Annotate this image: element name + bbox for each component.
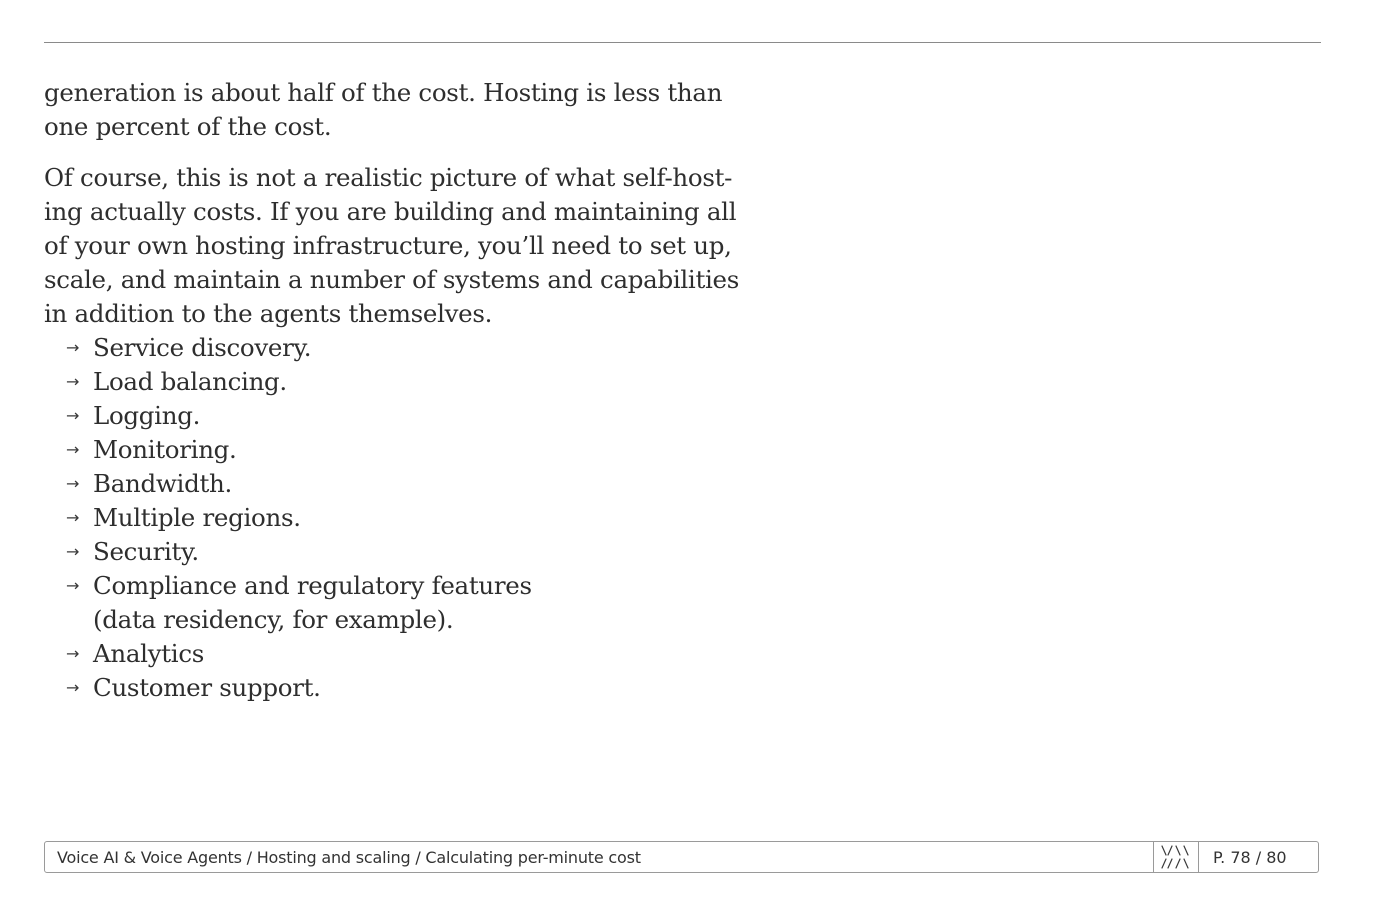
list-item-text: Compliance and regulatory features (93, 571, 532, 600)
list-item (44, 501, 684, 535)
arrow-right-icon: → (66, 576, 80, 595)
arrow-right-icon: → (66, 678, 80, 697)
slash-pattern-logo-icon (1153, 842, 1199, 872)
paragraph-line: Of course, this is not a realistic picture of what self-host- (44, 163, 733, 192)
arrow-right-icon: → (66, 372, 80, 391)
list-item (44, 331, 684, 365)
header-divider (44, 42, 1321, 43)
paragraph-line: of your own hosting infrastructure, you’ll need to set up, (44, 231, 732, 260)
list-item-text: Customer support. (93, 673, 321, 702)
list-item (44, 433, 684, 467)
paragraph-line: in addition to the agents themselves. (44, 299, 493, 328)
page-number: P. 78 / 80 (1213, 847, 1287, 867)
list-item-text: Bandwidth. (93, 469, 232, 498)
arrow-right-icon: → (66, 508, 80, 527)
paragraph-line: generation is about half of the cost. Hosting is less than (44, 78, 723, 107)
arrow-right-icon: → (66, 406, 80, 425)
list-item-text: Analytics (93, 639, 205, 668)
list-item-text: Monitoring. (93, 435, 237, 464)
arrow-right-icon: → (66, 542, 80, 561)
breadcrumb[interactable]: Voice AI & Voice Agents / Hosting and scaling / Calculating per-minute cost (57, 847, 641, 867)
paragraph-line: scale, and maintain a number of systems and capabilities (44, 265, 739, 294)
paragraph-line: one percent of the cost. (44, 112, 332, 141)
list-item (44, 365, 684, 399)
paragraph-line: ing actually costs. If you are building and maintaining all (44, 197, 737, 226)
capabilities-list (44, 331, 684, 705)
list-item-text: Load balancing. (93, 367, 287, 396)
page-body (44, 76, 739, 705)
list-item (44, 569, 684, 637)
list-item-text: Service discovery. (93, 333, 312, 362)
list-item-text: (data residency, for example). (93, 605, 454, 634)
arrow-right-icon: → (66, 644, 80, 663)
page-footer (44, 841, 1319, 873)
list-item (44, 399, 684, 433)
list-item (44, 637, 684, 671)
list-item (44, 535, 684, 569)
paragraph-self-hosting (44, 161, 739, 331)
paragraph-hosting-cost (44, 76, 723, 144)
list-item-text: Multiple regions. (93, 503, 301, 532)
list-item-text: Security. (93, 537, 199, 566)
arrow-right-icon: → (66, 440, 80, 459)
arrow-right-icon: → (66, 338, 80, 357)
arrow-right-icon: → (66, 474, 80, 493)
list-item-text: Logging. (93, 401, 201, 430)
list-item (44, 671, 684, 705)
list-item (44, 467, 684, 501)
